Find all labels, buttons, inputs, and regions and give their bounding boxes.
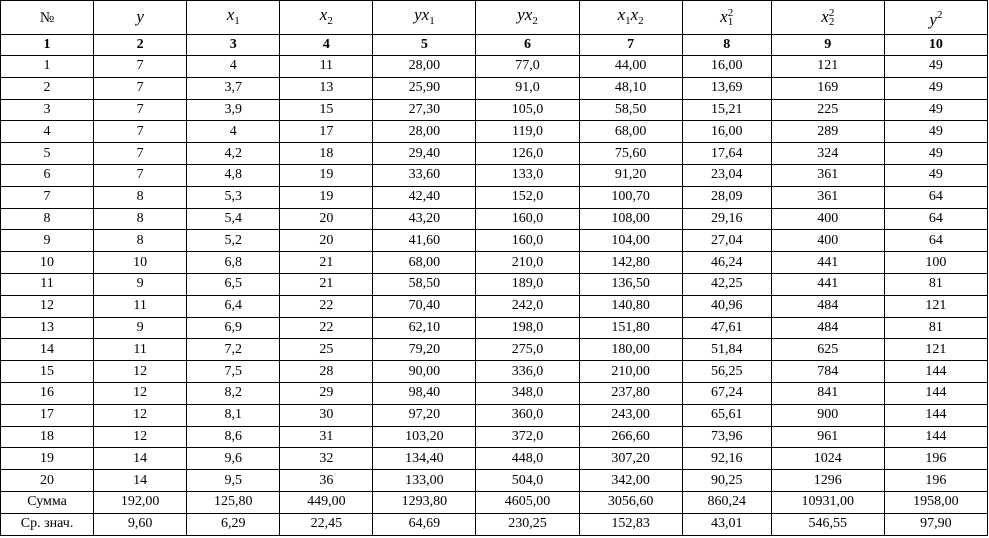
table-row bbox=[1, 164, 988, 186]
header-x1x2: $x_1x_2$ bbox=[579, 1, 682, 35]
table-cell: 9 bbox=[1, 230, 94, 252]
footer-cell: 3056,60 bbox=[579, 491, 682, 513]
table-cell: 56,25 bbox=[682, 361, 771, 383]
table-cell: 8,1 bbox=[187, 404, 280, 426]
table-cell: 7 bbox=[94, 143, 187, 165]
table-row bbox=[1, 361, 988, 383]
table-cell: 12 bbox=[94, 361, 187, 383]
table-cell: 1 bbox=[1, 56, 94, 78]
table-cell: 336,0 bbox=[476, 361, 579, 383]
footer-cell: 546,55 bbox=[771, 513, 884, 535]
table-cell: 160,0 bbox=[476, 230, 579, 252]
header-y-squared: $y^2$ bbox=[884, 1, 987, 35]
table-cell: 196 bbox=[884, 470, 987, 492]
table-cell: 15,21 bbox=[682, 99, 771, 121]
table-cell: 19 bbox=[280, 164, 373, 186]
table-cell: 242,0 bbox=[476, 295, 579, 317]
table-cell: 19 bbox=[280, 186, 373, 208]
table-cell: 841 bbox=[771, 382, 884, 404]
column-number-cell: 5 bbox=[373, 35, 476, 56]
header-yx2: $yx_2$ bbox=[476, 1, 579, 35]
table-cell: 64 bbox=[884, 186, 987, 208]
table-cell: 119,0 bbox=[476, 121, 579, 143]
table-cell: 504,0 bbox=[476, 470, 579, 492]
table-cell: 62,10 bbox=[373, 317, 476, 339]
table-cell: 8 bbox=[94, 186, 187, 208]
column-number-cell: 9 bbox=[771, 35, 884, 56]
table-cell: 13 bbox=[280, 77, 373, 99]
table-cell: 144 bbox=[884, 361, 987, 383]
table-cell: 8 bbox=[94, 208, 187, 230]
table-row bbox=[1, 317, 988, 339]
table-cell: 400 bbox=[771, 230, 884, 252]
table-row bbox=[1, 448, 988, 470]
table-cell: 32 bbox=[280, 448, 373, 470]
table-cell: 4 bbox=[1, 121, 94, 143]
table-cell: 81 bbox=[884, 317, 987, 339]
table-cell: 42,40 bbox=[373, 186, 476, 208]
table-cell: 41,60 bbox=[373, 230, 476, 252]
table-cell: 17,64 bbox=[682, 143, 771, 165]
table-cell: 98,40 bbox=[373, 382, 476, 404]
table-cell: 7,5 bbox=[187, 361, 280, 383]
table-cell: 19 bbox=[1, 448, 94, 470]
table-cell: 18 bbox=[1, 426, 94, 448]
table-cell: 189,0 bbox=[476, 273, 579, 295]
table-cell: 484 bbox=[771, 317, 884, 339]
table-row bbox=[1, 273, 988, 295]
header-yx1: $yx_1$ bbox=[373, 1, 476, 35]
table-row bbox=[1, 339, 988, 361]
table-cell: 17 bbox=[1, 404, 94, 426]
table-cell: 9,5 bbox=[187, 470, 280, 492]
table-cell: 372,0 bbox=[476, 426, 579, 448]
footer-cell: 860,24 bbox=[682, 491, 771, 513]
table-cell: 15 bbox=[280, 99, 373, 121]
table-cell: 90,25 bbox=[682, 470, 771, 492]
column-number-cell: 7 bbox=[579, 35, 682, 56]
table-cell: 28,00 bbox=[373, 56, 476, 78]
header-row bbox=[1, 1, 988, 35]
table-cell: 73,96 bbox=[682, 426, 771, 448]
table-cell: 92,16 bbox=[682, 448, 771, 470]
table-cell: 25,90 bbox=[373, 77, 476, 99]
table-cell: 225 bbox=[771, 99, 884, 121]
table-row bbox=[1, 426, 988, 448]
table-cell: 7 bbox=[94, 164, 187, 186]
footer-cell: 6,29 bbox=[187, 513, 280, 535]
table-cell: 29 bbox=[280, 382, 373, 404]
table-cell: 16,00 bbox=[682, 121, 771, 143]
table-cell: 9 bbox=[94, 317, 187, 339]
table-cell: 20 bbox=[280, 208, 373, 230]
table-cell: 7 bbox=[94, 121, 187, 143]
table-cell: 9 bbox=[94, 273, 187, 295]
table-cell: 64 bbox=[884, 230, 987, 252]
table-cell: 11 bbox=[280, 56, 373, 78]
table-cell: 103,20 bbox=[373, 426, 476, 448]
table-cell: 13 bbox=[1, 317, 94, 339]
table-row bbox=[1, 208, 988, 230]
sum-row bbox=[1, 491, 988, 513]
column-number-cell: 10 bbox=[884, 35, 987, 56]
table-cell: 126,0 bbox=[476, 143, 579, 165]
table-cell: 275,0 bbox=[476, 339, 579, 361]
table-cell: 210,0 bbox=[476, 252, 579, 274]
table-cell: 4,8 bbox=[187, 164, 280, 186]
table-row bbox=[1, 295, 988, 317]
footer-cell: 152,83 bbox=[579, 513, 682, 535]
footer-cell: 64,69 bbox=[373, 513, 476, 535]
table-cell: 133,0 bbox=[476, 164, 579, 186]
table-cell: 30 bbox=[280, 404, 373, 426]
table-cell: 14 bbox=[1, 339, 94, 361]
table-cell: 28 bbox=[280, 361, 373, 383]
table-cell: 40,96 bbox=[682, 295, 771, 317]
table-cell: 3,7 bbox=[187, 77, 280, 99]
table-cell: 18 bbox=[280, 143, 373, 165]
table-cell: 68,00 bbox=[373, 252, 476, 274]
table-cell: 65,61 bbox=[682, 404, 771, 426]
table-cell: 136,50 bbox=[579, 273, 682, 295]
table-cell: 10 bbox=[94, 252, 187, 274]
table-cell: 36 bbox=[280, 470, 373, 492]
table-cell: 5,2 bbox=[187, 230, 280, 252]
table-cell: 49 bbox=[884, 143, 987, 165]
column-number-row bbox=[1, 35, 988, 56]
table-cell: 152,0 bbox=[476, 186, 579, 208]
table-cell: 7 bbox=[94, 77, 187, 99]
table-cell: 4 bbox=[187, 56, 280, 78]
table-cell: 49 bbox=[884, 164, 987, 186]
table-cell: 142,80 bbox=[579, 252, 682, 274]
table-cell: 58,50 bbox=[579, 99, 682, 121]
table-cell: 49 bbox=[884, 99, 987, 121]
footer-cell: 9,60 bbox=[94, 513, 187, 535]
column-number-cell: 8 bbox=[682, 35, 771, 56]
table-cell: 121 bbox=[884, 295, 987, 317]
header-number: № bbox=[1, 1, 94, 35]
table-cell: 144 bbox=[884, 382, 987, 404]
footer-cell: 449,00 bbox=[280, 491, 373, 513]
footer-cell: 1958,00 bbox=[884, 491, 987, 513]
table-cell: 31 bbox=[280, 426, 373, 448]
table-cell: 448,0 bbox=[476, 448, 579, 470]
footer-cell: 4605,00 bbox=[476, 491, 579, 513]
table-footer bbox=[1, 491, 988, 535]
table-cell: 46,24 bbox=[682, 252, 771, 274]
table-cell: 68,00 bbox=[579, 121, 682, 143]
table-cell: 361 bbox=[771, 186, 884, 208]
table-cell: 11 bbox=[94, 339, 187, 361]
table-cell: 23,04 bbox=[682, 164, 771, 186]
table-row bbox=[1, 186, 988, 208]
table-cell: 44,00 bbox=[579, 56, 682, 78]
table-cell: 342,00 bbox=[579, 470, 682, 492]
table-cell: 91,20 bbox=[579, 164, 682, 186]
table-cell: 22 bbox=[280, 317, 373, 339]
table-row bbox=[1, 77, 988, 99]
table-row bbox=[1, 382, 988, 404]
table-cell: 134,40 bbox=[373, 448, 476, 470]
table-cell: 7 bbox=[94, 99, 187, 121]
table-cell: 961 bbox=[771, 426, 884, 448]
mean-row bbox=[1, 513, 988, 535]
table-row bbox=[1, 99, 988, 121]
column-number-cell: 2 bbox=[94, 35, 187, 56]
table-cell: 6,5 bbox=[187, 273, 280, 295]
table-cell: 307,20 bbox=[579, 448, 682, 470]
footer-cell: 192,00 bbox=[94, 491, 187, 513]
table-cell: 133,00 bbox=[373, 470, 476, 492]
column-number-cell: 6 bbox=[476, 35, 579, 56]
table-cell: 4 bbox=[187, 121, 280, 143]
footer-label: Ср. знач. bbox=[1, 513, 94, 535]
table-cell: 160,0 bbox=[476, 208, 579, 230]
header-x1-squared: x 2 1 bbox=[682, 1, 771, 35]
table-cell: 196 bbox=[884, 448, 987, 470]
table-cell: 11 bbox=[1, 273, 94, 295]
table-cell: 21 bbox=[280, 273, 373, 295]
table-cell: 47,61 bbox=[682, 317, 771, 339]
footer-cell: 1293,80 bbox=[373, 491, 476, 513]
table-cell: 28,00 bbox=[373, 121, 476, 143]
table-cell: 8,6 bbox=[187, 426, 280, 448]
table-cell: 400 bbox=[771, 208, 884, 230]
table-cell: 5,3 bbox=[187, 186, 280, 208]
table-cell: 16,00 bbox=[682, 56, 771, 78]
table-cell: 6,9 bbox=[187, 317, 280, 339]
table-cell: 43,20 bbox=[373, 208, 476, 230]
header-x2-squared: x 2 2 bbox=[771, 1, 884, 35]
table-cell: 266,60 bbox=[579, 426, 682, 448]
table-cell: 5,4 bbox=[187, 208, 280, 230]
table-cell: 289 bbox=[771, 121, 884, 143]
footer-cell: 22,45 bbox=[280, 513, 373, 535]
table-cell: 484 bbox=[771, 295, 884, 317]
footer-cell: 125,80 bbox=[187, 491, 280, 513]
column-number-cell: 4 bbox=[280, 35, 373, 56]
table-cell: 7,2 bbox=[187, 339, 280, 361]
table-cell: 91,0 bbox=[476, 77, 579, 99]
header-x2: $x_2$ bbox=[280, 1, 373, 35]
table-cell: 6 bbox=[1, 164, 94, 186]
table-cell: 784 bbox=[771, 361, 884, 383]
table-cell: 58,50 bbox=[373, 273, 476, 295]
table-cell: 8 bbox=[94, 230, 187, 252]
footer-cell: 230,25 bbox=[476, 513, 579, 535]
table-cell: 169 bbox=[771, 77, 884, 99]
table-cell: 27,04 bbox=[682, 230, 771, 252]
table-cell: 7 bbox=[94, 56, 187, 78]
table-row bbox=[1, 404, 988, 426]
column-number-cell: 3 bbox=[187, 35, 280, 56]
table-row bbox=[1, 252, 988, 274]
header-x1: $x_1$ bbox=[187, 1, 280, 35]
table-cell: 75,60 bbox=[579, 143, 682, 165]
table-cell: 5 bbox=[1, 143, 94, 165]
table-cell: 441 bbox=[771, 273, 884, 295]
table-cell: 8,2 bbox=[187, 382, 280, 404]
table-cell: 70,40 bbox=[373, 295, 476, 317]
table-cell: 625 bbox=[771, 339, 884, 361]
table-cell: 12 bbox=[94, 382, 187, 404]
table-cell: 100,70 bbox=[579, 186, 682, 208]
table-row bbox=[1, 143, 988, 165]
table-cell: 4,2 bbox=[187, 143, 280, 165]
table-cell: 8 bbox=[1, 208, 94, 230]
table-cell: 324 bbox=[771, 143, 884, 165]
table-cell: 27,30 bbox=[373, 99, 476, 121]
table-cell: 12 bbox=[1, 295, 94, 317]
table-cell: 3,9 bbox=[187, 99, 280, 121]
table-cell: 28,09 bbox=[682, 186, 771, 208]
table-cell: 79,20 bbox=[373, 339, 476, 361]
table-row bbox=[1, 230, 988, 252]
table-cell: 144 bbox=[884, 426, 987, 448]
table-cell: 22 bbox=[280, 295, 373, 317]
table-cell: 42,25 bbox=[682, 273, 771, 295]
table-cell: 11 bbox=[94, 295, 187, 317]
table-cell: 121 bbox=[771, 56, 884, 78]
table-cell: 14 bbox=[94, 448, 187, 470]
table-cell: 90,00 bbox=[373, 361, 476, 383]
footer-label: Сумма bbox=[1, 491, 94, 513]
table-cell: 9,6 bbox=[187, 448, 280, 470]
header-y: y bbox=[94, 1, 187, 35]
table-cell: 49 bbox=[884, 121, 987, 143]
table-cell: 14 bbox=[94, 470, 187, 492]
table-cell: 144 bbox=[884, 404, 987, 426]
footer-cell: 97,90 bbox=[884, 513, 987, 535]
table-cell: 15 bbox=[1, 361, 94, 383]
table-cell: 1024 bbox=[771, 448, 884, 470]
table-cell: 243,00 bbox=[579, 404, 682, 426]
table-cell: 97,20 bbox=[373, 404, 476, 426]
table-cell: 6,4 bbox=[187, 295, 280, 317]
table-cell: 49 bbox=[884, 77, 987, 99]
table-cell: 17 bbox=[280, 121, 373, 143]
table-cell: 140,80 bbox=[579, 295, 682, 317]
table-cell: 348,0 bbox=[476, 382, 579, 404]
table-cell: 6,8 bbox=[187, 252, 280, 274]
table-row bbox=[1, 470, 988, 492]
table-cell: 2 bbox=[1, 77, 94, 99]
table-cell: 20 bbox=[1, 470, 94, 492]
table-cell: 361 bbox=[771, 164, 884, 186]
table-cell: 25 bbox=[280, 339, 373, 361]
table-cell: 198,0 bbox=[476, 317, 579, 339]
table-cell: 105,0 bbox=[476, 99, 579, 121]
table-cell: 108,00 bbox=[579, 208, 682, 230]
table-cell: 900 bbox=[771, 404, 884, 426]
table-cell: 3 bbox=[1, 99, 94, 121]
table-cell: 360,0 bbox=[476, 404, 579, 426]
footer-cell: 10931,00 bbox=[771, 491, 884, 513]
table-cell: 64 bbox=[884, 208, 987, 230]
table-cell: 1296 bbox=[771, 470, 884, 492]
table-cell: 49 bbox=[884, 56, 987, 78]
table-cell: 237,80 bbox=[579, 382, 682, 404]
table-cell: 20 bbox=[280, 230, 373, 252]
table-cell: 100 bbox=[884, 252, 987, 274]
table-cell: 67,24 bbox=[682, 382, 771, 404]
table-row bbox=[1, 121, 988, 143]
table-cell: 210,00 bbox=[579, 361, 682, 383]
footer-cell: 43,01 bbox=[682, 513, 771, 535]
table-cell: 104,00 bbox=[579, 230, 682, 252]
table-row bbox=[1, 56, 988, 78]
table-cell: 16 bbox=[1, 382, 94, 404]
table-cell: 12 bbox=[94, 404, 187, 426]
table-cell: 33,60 bbox=[373, 164, 476, 186]
table-cell: 51,84 bbox=[682, 339, 771, 361]
table-cell: 12 bbox=[94, 426, 187, 448]
column-number-cell: 1 bbox=[1, 35, 94, 56]
table-cell: 180,00 bbox=[579, 339, 682, 361]
table-cell: 121 bbox=[884, 339, 987, 361]
table-cell: 29,40 bbox=[373, 143, 476, 165]
table-cell: 77,0 bbox=[476, 56, 579, 78]
table-cell: 81 bbox=[884, 273, 987, 295]
table-cell: 441 bbox=[771, 252, 884, 274]
table-body bbox=[1, 56, 988, 492]
table-cell: 29,16 bbox=[682, 208, 771, 230]
table-cell: 13,69 bbox=[682, 77, 771, 99]
table-cell: 7 bbox=[1, 186, 94, 208]
table-cell: 10 bbox=[1, 252, 94, 274]
table-cell: 48,10 bbox=[579, 77, 682, 99]
table-cell: 151,80 bbox=[579, 317, 682, 339]
table-cell: 21 bbox=[280, 252, 373, 274]
